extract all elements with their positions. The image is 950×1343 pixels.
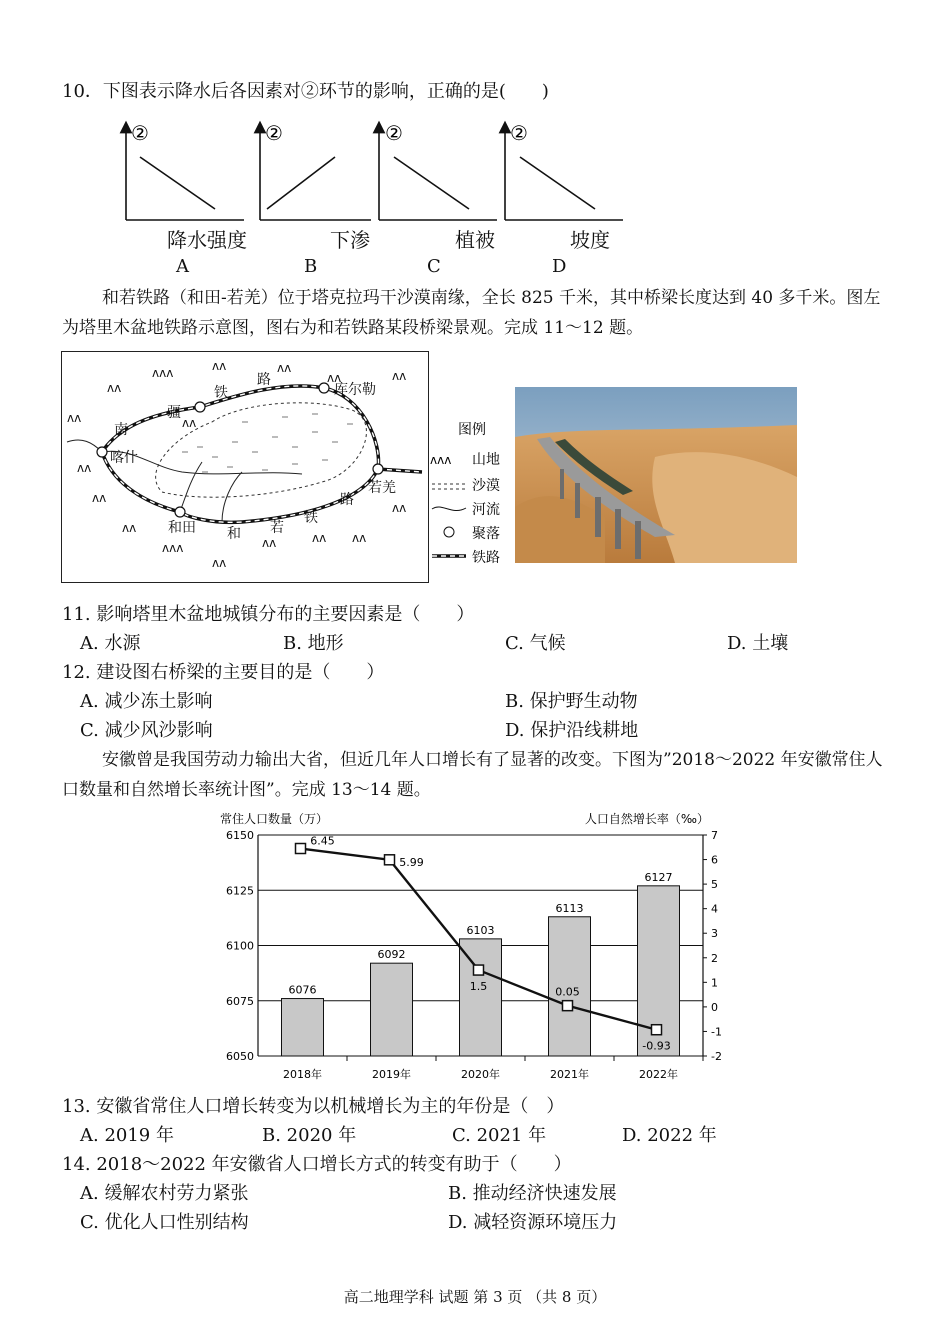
growth-rate-point bbox=[385, 855, 395, 865]
q12-option-c[interactable]: C. 减少风沙影响 bbox=[80, 720, 213, 741]
trend-line-b bbox=[267, 157, 335, 209]
q13-option-a[interactable]: A. 2019 年 bbox=[80, 1125, 174, 1146]
y-axis-label: ② bbox=[265, 121, 283, 145]
q13-option-c[interactable]: C. 2021 年 bbox=[452, 1125, 547, 1146]
bar-data-label: 6076 bbox=[288, 983, 317, 997]
settlement-korla bbox=[319, 383, 329, 393]
svg-text:路: 路 bbox=[340, 492, 354, 508]
right-tick-label: 3 bbox=[711, 927, 718, 941]
left-axis-title: 常住人口数量（万） bbox=[220, 812, 329, 826]
growth-rate-point bbox=[296, 844, 306, 854]
label-ruoqiang: 若羌 bbox=[368, 480, 396, 496]
x-tick-label: 2022年 bbox=[639, 1068, 678, 1081]
x-tick-label: 2018年 bbox=[283, 1068, 322, 1081]
right-tick-label: 0 bbox=[711, 1000, 718, 1014]
settlement-icon bbox=[444, 527, 454, 537]
legend-title: 图例 bbox=[458, 422, 486, 438]
option-a[interactable]: A bbox=[176, 256, 189, 277]
desert-hatch bbox=[182, 414, 353, 472]
graph-d bbox=[505, 121, 623, 220]
bar-data-label: 6113 bbox=[555, 901, 584, 915]
line-data-label: 6.45 bbox=[310, 834, 335, 848]
q13-option-d[interactable]: D. 2022 年 bbox=[622, 1125, 717, 1146]
q12-option-a[interactable]: A. 减少冻土影响 bbox=[80, 691, 213, 712]
bridge-photo bbox=[515, 387, 797, 563]
svg-text:ᴧᴧ: ᴧᴧ bbox=[212, 556, 227, 570]
left-tick-label: 6075 bbox=[226, 994, 254, 1008]
x-tick-label: 2019年 bbox=[372, 1068, 411, 1081]
map-legend bbox=[430, 414, 520, 574]
settlement-hotan bbox=[175, 507, 185, 517]
left-tick-label: 6050 bbox=[226, 1050, 254, 1063]
right-axis-title: 人口自然增长率（‰） bbox=[584, 812, 709, 826]
y-axis-label: ② bbox=[131, 121, 149, 145]
svg-text:ᴧᴧ: ᴧᴧ bbox=[392, 501, 407, 515]
svg-text:ᴧᴧ: ᴧᴧ bbox=[352, 531, 367, 545]
q14-option-c[interactable]: C. 优化人口性别结构 bbox=[80, 1212, 249, 1233]
growth-rate-point bbox=[474, 965, 484, 975]
svg-text:铁路: 铁路 bbox=[472, 550, 500, 566]
population-bar bbox=[282, 999, 324, 1056]
river-icon bbox=[432, 507, 466, 511]
q13-stem: 13. 安徽省常住人口增长转变为以机械增长为主的年份是（ ） bbox=[62, 1096, 565, 1117]
trend-line-a bbox=[140, 157, 215, 209]
svg-text:若: 若 bbox=[270, 520, 284, 536]
q11-option-d[interactable]: D. 土壤 bbox=[727, 633, 789, 654]
svg-text:路: 路 bbox=[257, 372, 271, 388]
q10-graphs bbox=[0, 112, 950, 292]
xlabel-d: 坡度 bbox=[570, 228, 610, 252]
q12-stem: 12. 建设图右桥梁的主要目的是（ ） bbox=[62, 662, 385, 683]
svg-text:和: 和 bbox=[227, 526, 241, 542]
svg-text:南: 南 bbox=[114, 422, 128, 438]
option-c[interactable]: C bbox=[427, 256, 441, 277]
xlabel-b: 下渗 bbox=[330, 228, 370, 252]
graph-b bbox=[260, 121, 371, 220]
q12-option-d[interactable]: D. 保护沿线耕地 bbox=[505, 720, 639, 741]
svg-text:ᴧᴧᴧ: ᴧᴧᴧ bbox=[152, 366, 174, 380]
svg-text:ᴧᴧ: ᴧᴧ bbox=[182, 416, 197, 430]
option-d[interactable]: D bbox=[552, 256, 567, 277]
q12-option-b[interactable]: B. 保护野生动物 bbox=[505, 691, 638, 712]
right-tick-label: 2 bbox=[711, 951, 718, 965]
mountain-icon: ᴧᴧᴧ bbox=[430, 453, 452, 467]
svg-text:ᴧᴧᴧ: ᴧᴧᴧ bbox=[162, 541, 184, 555]
q14-option-a[interactable]: A. 缓解农村劳力紧张 bbox=[80, 1183, 249, 1204]
graph-c bbox=[379, 121, 497, 220]
q13-option-b[interactable]: B. 2020 年 bbox=[262, 1125, 357, 1146]
x-tick-label: 2020年 bbox=[461, 1068, 500, 1081]
label-hotan: 和田 bbox=[168, 520, 196, 536]
page-footer: 高二地理学科 试题 第 3 页 （共 8 页） bbox=[343, 1288, 607, 1306]
right-tick-label: 5 bbox=[711, 878, 718, 892]
left-tick-label: 6150 bbox=[226, 829, 254, 842]
y-axis-label: ② bbox=[385, 121, 403, 145]
right-tick-label: 1 bbox=[711, 976, 718, 990]
svg-text:ᴧᴧ: ᴧᴧ bbox=[312, 531, 327, 545]
intro-13-14: 安徽曾是我国劳动力输出大省，但近几年人口增长有了显著的改变。下图为”2018～2022 年安徽常住人口数量和自然增长率统计图”。完成 13～14 题。 bbox=[62, 750, 883, 800]
q10-stem: 10．下图表示降水后各因素对②环节的影响，正确的是( ) bbox=[62, 81, 549, 102]
right-tick-label: -1 bbox=[711, 1025, 722, 1039]
growth-rate-point bbox=[563, 1001, 573, 1011]
right-tick-label: 4 bbox=[711, 902, 718, 916]
svg-text:ᴧᴧ: ᴧᴧ bbox=[107, 381, 122, 395]
xlabel-a: 降水强度 bbox=[167, 228, 247, 252]
xlabel-c: 植被 bbox=[455, 228, 495, 252]
population-bar bbox=[371, 963, 413, 1056]
svg-text:沙漠: 沙漠 bbox=[472, 478, 500, 494]
trend-line-d bbox=[520, 157, 595, 209]
svg-text:ᴧᴧ: ᴧᴧ bbox=[277, 361, 292, 375]
x-tick-label: 2021年 bbox=[550, 1068, 589, 1081]
right-tick-label: -2 bbox=[711, 1050, 722, 1063]
svg-text:ᴧᴧ: ᴧᴧ bbox=[392, 369, 407, 383]
svg-text:ᴧᴧ: ᴧᴧ bbox=[212, 359, 227, 373]
growth-rate-point bbox=[652, 1025, 662, 1035]
settlement-junction bbox=[195, 402, 205, 412]
left-tick-label: 6100 bbox=[226, 939, 254, 953]
svg-text:聚落: 聚落 bbox=[472, 526, 500, 542]
q14-stem: 14. 2018～2022 年安徽省人口增长方式的转变有助于（ ） bbox=[62, 1154, 572, 1175]
population-chart bbox=[210, 808, 730, 1088]
svg-text:疆: 疆 bbox=[167, 405, 181, 421]
label-korla: 库尔勒 bbox=[334, 382, 376, 398]
svg-text:山地: 山地 bbox=[472, 452, 500, 468]
svg-text:河流: 河流 bbox=[472, 502, 500, 518]
svg-text:ᴧᴧ: ᴧᴧ bbox=[77, 461, 92, 475]
intro-11-12: 和若铁路（和田-若羌）位于塔克拉玛干沙漠南缘，全长 825 千米，其中桥梁长度达到 40 多千米。图左为塔里木盆地铁路示意图，图右为和若铁路某段桥梁景观。完成 11～12 题。 bbox=[62, 288, 881, 338]
svg-text:ᴧᴧ: ᴧᴧ bbox=[327, 371, 342, 385]
q11-stem: 11. 影响塔里木盆地城镇分布的主要因素是（ ） bbox=[62, 604, 475, 625]
trend-line-c bbox=[394, 157, 469, 209]
y-axis-label: ② bbox=[510, 121, 528, 145]
line-data-label: 5.99 bbox=[399, 855, 424, 869]
svg-text:铁: 铁 bbox=[214, 385, 228, 401]
population-bar bbox=[460, 939, 502, 1056]
right-tick-label: 6 bbox=[711, 853, 718, 867]
line-data-label: -0.93 bbox=[642, 1039, 671, 1053]
settlement-ruoqiang bbox=[373, 464, 383, 474]
q14-option-b[interactable]: B. 推动经济快速发展 bbox=[448, 1183, 617, 1204]
svg-text:ᴧᴧ: ᴧᴧ bbox=[67, 411, 82, 425]
q11-option-b[interactable]: B. 地形 bbox=[283, 633, 344, 654]
q14-option-d[interactable]: D. 减轻资源环境压力 bbox=[448, 1212, 618, 1233]
q11-option-c[interactable]: C. 气候 bbox=[505, 633, 566, 654]
bar-data-label: 6127 bbox=[644, 870, 673, 884]
bar-data-label: 6092 bbox=[377, 948, 406, 962]
svg-text:ᴧᴧ: ᴧᴧ bbox=[122, 521, 137, 535]
svg-text:ᴧᴧ: ᴧᴧ bbox=[92, 491, 107, 505]
graph-a bbox=[126, 121, 244, 220]
left-tick-label: 6125 bbox=[226, 884, 254, 898]
label-kashgar: 喀什 bbox=[110, 450, 138, 466]
svg-text:ᴧᴧ: ᴧᴧ bbox=[262, 536, 277, 550]
line-data-label: 1.5 bbox=[469, 980, 488, 994]
svg-text:铁: 铁 bbox=[304, 510, 318, 526]
q11-option-a[interactable]: A. 水源 bbox=[80, 633, 141, 654]
right-tick-label: 7 bbox=[711, 829, 718, 842]
settlement-kashgar bbox=[97, 447, 107, 457]
line-data-label: 0.05 bbox=[555, 985, 580, 999]
option-b[interactable]: B bbox=[304, 256, 318, 277]
map-drawing bbox=[62, 352, 428, 582]
bar-data-label: 6103 bbox=[466, 923, 495, 937]
